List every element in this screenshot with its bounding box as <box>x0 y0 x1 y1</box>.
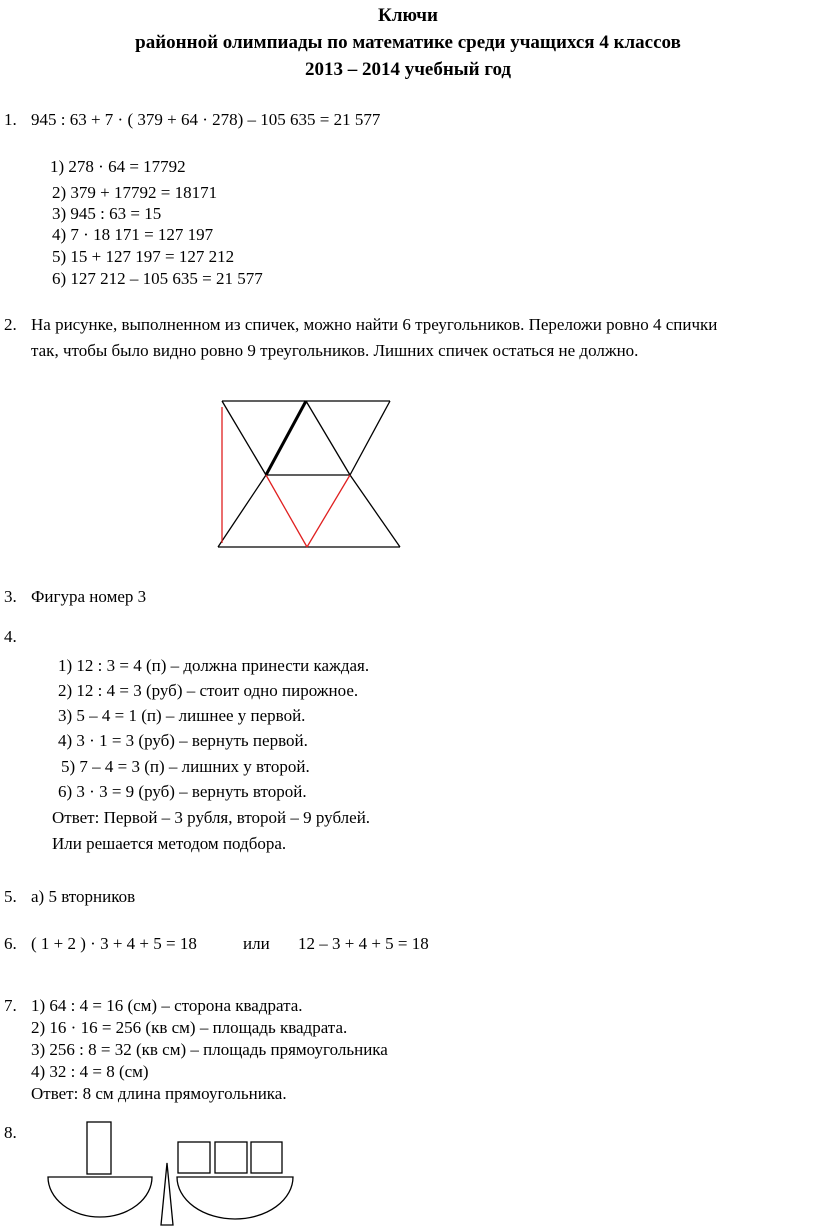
q6-or: или <box>243 934 270 953</box>
matchstick-figure <box>210 395 410 555</box>
q7-step: 3) 256 : 8 = 32 (кв см) – площадь прямоугольника <box>31 1040 388 1059</box>
q1-expression: 945 : 63 + 7 · ( 379 + 64 · 278) – 105 635 = 21 577 <box>31 110 381 129</box>
q4-step: 1) 12 : 3 = 4 (п) – должна принести каждая. <box>58 656 370 675</box>
q4-step: 5) 7 – 4 = 3 (п) – лишних у второй. <box>61 757 310 776</box>
right-pan <box>177 1177 293 1219</box>
q5-answer: а) 5 вторников <box>31 887 136 906</box>
q1-step: 2) 379 + 17792 = 18171 <box>52 183 218 202</box>
q4-step: 4) 3 · 1 = 3 (руб) – вернуть первой. <box>58 731 308 750</box>
match-mid-upper-left <box>266 401 306 475</box>
q8-number: 8. <box>4 1123 17 1142</box>
q1-step: 6) 127 212 – 105 635 = 21 577 <box>52 269 263 288</box>
match-red-right <box>307 475 350 547</box>
q5-number: 5. <box>4 887 17 906</box>
small-square-2 <box>215 1142 247 1173</box>
q4-number: 4. <box>4 627 17 646</box>
q7-step: 2) 16 · 16 = 256 (кв см) – площадь квадрата. <box>31 1018 348 1037</box>
left-pan <box>48 1177 152 1217</box>
q7-number: 7. <box>4 996 17 1015</box>
q4-step: 3) 5 – 4 = 1 (п) – лишнее у первой. <box>58 706 306 725</box>
q2-number: 2. <box>4 315 17 334</box>
small-square-1 <box>178 1142 210 1173</box>
match-right-upper <box>350 401 390 475</box>
q4-step: 6) 3 · 3 = 9 (руб) – вернуть второй. <box>58 782 307 801</box>
doc-title: Ключи <box>378 5 438 26</box>
q6-expression-1: ( 1 + 2 ) · 3 + 4 + 5 = 18 <box>31 934 197 953</box>
doc-year: 2013 – 2014 учебный год <box>304 59 512 80</box>
tall-rectangle <box>87 1122 111 1174</box>
q4-step: 2) 12 : 4 = 3 (руб) – стоит одно пирожное. <box>58 681 359 700</box>
q6-expression-2: 12 – 3 + 4 + 5 = 18 <box>298 934 429 953</box>
q2-text-line: На рисунке, выполненном из спичек, можно найти 6 треугольников. Переложи ровно 4 спички <box>31 315 718 334</box>
q3-number: 3. <box>4 587 17 606</box>
q7-step: 1) 64 : 4 = 16 (см) – сторона квадрата. <box>31 996 303 1015</box>
match-red-left <box>266 475 307 547</box>
q2-text-line: так, чтобы было видно ровно 9 треугольников. Лишних спичек остаться не должно. <box>31 341 639 360</box>
q1-step: 1) 278 · 64 = 17792 <box>50 157 186 176</box>
q6-number: 6. <box>4 934 17 953</box>
q1-number: 1. <box>4 110 17 129</box>
small-square-3 <box>251 1142 282 1173</box>
scale-fulcrum <box>161 1163 173 1225</box>
doc-subtitle: районной олимпиады по математике среди учащихся 4 классов <box>135 32 681 53</box>
balance-scale-figure <box>40 1115 330 1228</box>
q4-alternative: Или решается методом подбора. <box>52 834 287 853</box>
q4-answer: Ответ: Первой – 3 рубля, второй – 9 рублей. <box>52 808 371 827</box>
match-mid-upper-right <box>306 401 350 475</box>
match-right-lower <box>350 475 400 547</box>
q1-step: 3) 945 : 63 = 15 <box>52 204 162 223</box>
match-left-lower <box>218 475 266 547</box>
q7-step: 4) 32 : 4 = 8 (см) <box>31 1062 149 1081</box>
q7-answer: Ответ: 8 см длина прямоугольника. <box>31 1084 287 1103</box>
q3-answer: Фигура номер 3 <box>31 587 147 606</box>
q1-step: 4) 7 · 18 171 = 127 197 <box>52 225 214 244</box>
q1-step: 5) 15 + 127 197 = 127 212 <box>52 247 235 266</box>
match-left-upper <box>222 401 266 475</box>
